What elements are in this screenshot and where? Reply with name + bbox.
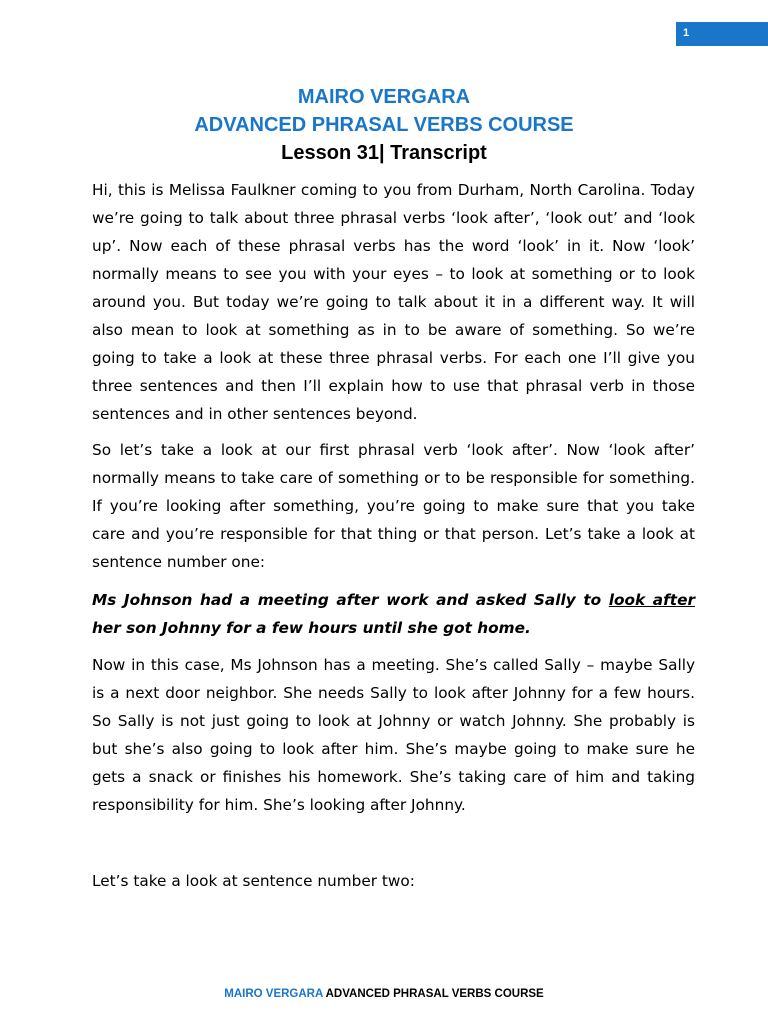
lesson-title: Lesson 31| Transcript <box>281 142 487 164</box>
next-sentence-paragraph: Let’s take a look at sentence number two: <box>92 872 415 890</box>
footer <box>0 988 768 1000</box>
example-sentence <box>92 586 695 642</box>
example-before: Ms Johnson had a meeting after work and asked Sally to <box>92 591 609 609</box>
page-number-badge: 1 <box>676 22 768 46</box>
author-title: MAIRO VERGARA <box>297 86 471 108</box>
footer-brand: MAIRO VERGARA <box>224 988 323 1000</box>
intro-paragraph: Hi, this is Melissa Faulkner coming to you from Durham, North Carolina. Today we’re going to talk about three phrasal verbs ‘look after’, ‘look out’ and ‘look up’. Now each of these phrasal verbs has the word ‘look’ in it. Now ‘look’ normally means to see you with your eyes – to look at something or to look around you. But today we’re going to talk about it in a different way. It will also mean to look at something as in to be aware of something. So we’re going to take a look at these three phrasal verbs. For each one I’ll give you three sentences and then I’ll explain how to use that phrasal verb in those sentences and in other sentences beyond. <box>92 181 695 423</box>
look-after-paragraph: So let’s take a look at our first phrasal verb ‘look after’. Now ‘look after’ normally means to take care of something or to be responsible for something. If you’re looking after something, you’re going to make sure that you take care and you’re responsible for that thing or that person. Let’s take a look at sentence number one: <box>92 441 695 571</box>
footer-text: ADVANCED PHRASAL VERBS COURSE <box>322 988 544 1000</box>
course-title: ADVANCED PHRASAL VERBS COURSE <box>194 114 574 136</box>
example-phrase: look after <box>608 591 695 609</box>
example-after: her son Johnny for a few hours until she got home. <box>92 619 531 637</box>
explanation-paragraph: Now in this case, Ms Johnson has a meeting. She’s called Sally – maybe Sally is a next door neighbor. She needs Sally to look after Johnny for a few hours. So Sally is not just going to look at Johnny or watch Johnny. She probably is but she’s also going to look after him. She’s maybe going to make sure he gets a snack or finishes his homework. She’s taking care of him and taking responsibility for him. She’s looking after Johnny. <box>92 656 695 814</box>
